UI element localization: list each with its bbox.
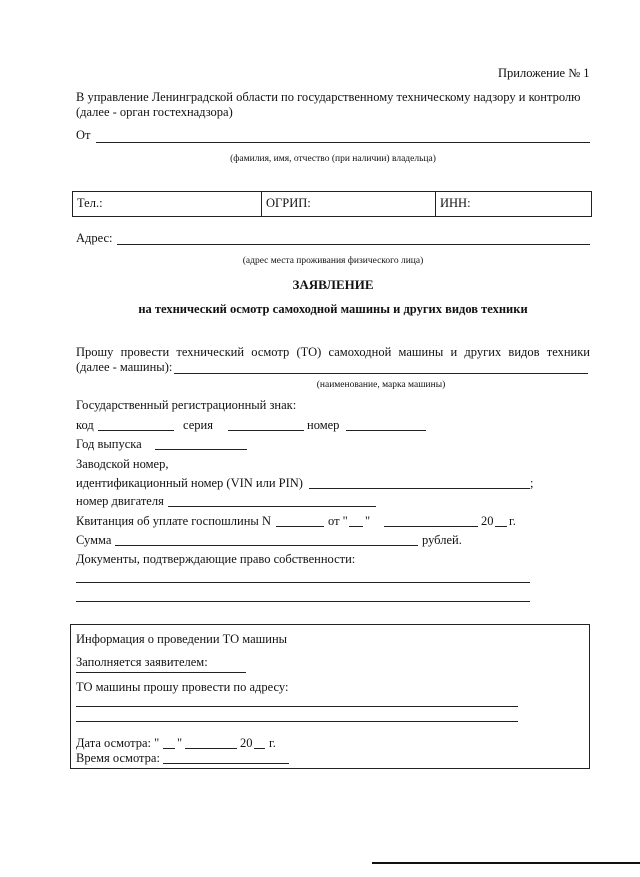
documents-label: Документы, подтверждающие право собственности: [76, 552, 356, 566]
receipt-year-g: г. [509, 514, 516, 528]
code-label: код [76, 418, 94, 432]
scan-edge-line [372, 862, 640, 864]
number-field[interactable] [346, 430, 426, 431]
inspection-date-label: Дата осмотра: " [76, 736, 160, 750]
inspection-time-field[interactable] [163, 763, 289, 764]
contacts-table [72, 191, 592, 217]
receipt-number-field[interactable] [276, 526, 324, 527]
factory-number-label: Заводской номер, [76, 457, 169, 471]
series-field[interactable] [228, 430, 304, 431]
inspection-year-field[interactable] [254, 748, 265, 749]
filled-by-underline [76, 672, 246, 673]
receipt-year-prefix: 20 [481, 514, 494, 528]
reg-sign-label: Государственный регистрационный знак: [76, 398, 297, 412]
cell-divider [435, 192, 436, 216]
document-subtitle: на технический осмотр самоходной машины и других видов техники [138, 302, 528, 316]
receipt-month-field[interactable] [384, 526, 478, 527]
series-label: серия [183, 418, 213, 432]
document-title: ЗАЯВЛЕНИЕ [292, 277, 374, 292]
machine-name-field[interactable] [174, 373, 588, 374]
filled-by-label: Заполняется заявителем: [76, 655, 208, 669]
machine-name-hint: (наименование, марка машины) [316, 380, 446, 390]
request-line-1: Прошу провести технический осмотр (ТО) самоходной машины и других видов техники [76, 345, 590, 359]
info-heading: Информация о проведении ТО машины [76, 632, 288, 646]
from-label: От [76, 128, 91, 142]
number-label: номер [307, 418, 340, 432]
year-field[interactable] [155, 449, 247, 450]
inspection-year-prefix: 20 [240, 736, 253, 750]
request-line-2: (далее - машины): [76, 360, 173, 374]
inspection-address-label: ТО машины прошу провести по адресу: [76, 680, 289, 694]
receipt-year-field[interactable] [495, 526, 507, 527]
inspection-address-field-1[interactable] [76, 706, 518, 707]
owner-name-field[interactable] [96, 142, 590, 143]
appendix-label: Приложение № 1 [498, 66, 590, 80]
cell-divider [261, 192, 262, 216]
rubles-label: рублей. [422, 533, 462, 547]
sum-label: Сумма [76, 533, 112, 547]
engine-label: номер двигателя [76, 494, 164, 508]
receipt-quote: " [365, 514, 371, 528]
code-field[interactable] [98, 430, 174, 431]
receipt-label: Квитанция об уплате госпошлины N [76, 514, 271, 528]
address-field[interactable] [117, 244, 590, 245]
inn-cell[interactable]: ИНН: [440, 196, 471, 210]
address-hint: (адрес места проживания физического лица) [242, 256, 424, 266]
receipt-from-label: от " [328, 514, 348, 528]
inspection-address-field-2[interactable] [76, 721, 518, 722]
year-label: Год выпуска [76, 437, 142, 451]
sum-field[interactable] [115, 545, 418, 546]
inspection-year-g: г. [269, 736, 276, 750]
ogrip-cell[interactable]: ОГРИП: [266, 196, 311, 210]
vin-field[interactable] [309, 488, 530, 489]
vin-semicolon: ; [530, 476, 534, 490]
addressee-line-2: (далее - орган гостехнадзора) [76, 105, 233, 119]
inspection-info-box [70, 624, 590, 769]
address-label: Адрес: [76, 231, 113, 245]
phone-cell[interactable]: Тел.: [77, 196, 103, 210]
vin-label: идентификационный номер (VIN или PIN) [76, 476, 303, 490]
receipt-day-field[interactable] [349, 526, 363, 527]
documents-field-1[interactable] [76, 582, 530, 583]
inspection-month-field[interactable] [185, 748, 237, 749]
documents-field-2[interactable] [76, 601, 530, 602]
inspection-time-label: Время осмотра: [76, 751, 160, 765]
addressee-line-1: В управление Ленинградской области по государственному техническому надзору и контролю [76, 90, 581, 104]
owner-name-hint: (фамилия, имя, отчество (при наличии) владельца) [230, 154, 436, 164]
inspection-day-field[interactable] [163, 748, 175, 749]
inspection-date-quote: " [177, 736, 183, 750]
engine-field[interactable] [168, 506, 376, 507]
